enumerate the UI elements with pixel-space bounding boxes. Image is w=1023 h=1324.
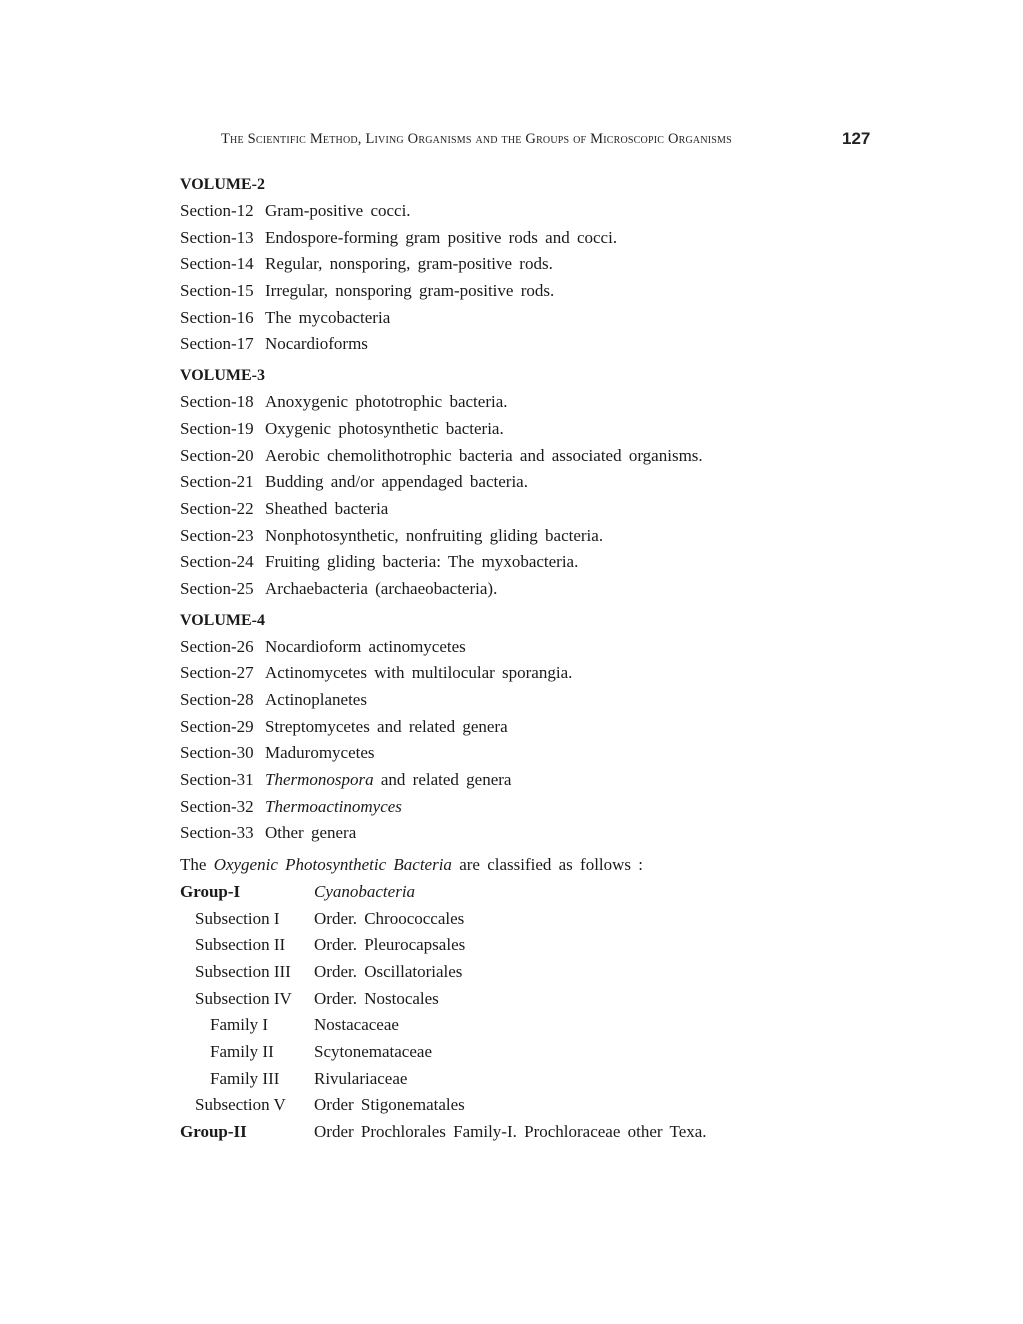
section-row xyxy=(180,389,960,416)
classification-intro xyxy=(180,852,960,879)
section-label: Section-16 xyxy=(180,307,254,327)
intro-after: are classified as follows : xyxy=(451,855,644,875)
family-label: Family I xyxy=(210,1015,269,1035)
section-row xyxy=(180,687,960,714)
classification-row xyxy=(180,1092,960,1119)
classification-row xyxy=(180,906,960,933)
classification-row xyxy=(180,1012,960,1039)
volume-heading: VOLUME-3 xyxy=(180,367,266,385)
section-description: Anoxygenic phototrophic bacteria. xyxy=(265,392,508,412)
order-value: Order. Nostocales xyxy=(314,988,439,1008)
section-description: Other genera xyxy=(265,823,357,843)
family-value: Rivulariaceae xyxy=(314,1068,408,1088)
section-label: Section-30 xyxy=(180,743,254,763)
classification-row xyxy=(180,932,960,959)
section-row xyxy=(180,496,960,523)
classification-row xyxy=(180,986,960,1013)
section-row xyxy=(180,331,960,358)
section-description: Actinoplanetes xyxy=(265,690,367,709)
classification-row xyxy=(180,959,960,986)
page-content xyxy=(180,172,960,1146)
section-description: Maduromycetes xyxy=(265,743,375,763)
section-label: Section-15 xyxy=(180,281,254,301)
section-label: Section-29 xyxy=(180,716,254,736)
section-description: Endospore-forming gram positive rods and cocci. xyxy=(265,227,618,247)
section-description: The mycobacteria xyxy=(265,307,391,327)
section-description: Gram-positive cocci. xyxy=(265,201,411,220)
group-label: Group-II xyxy=(180,1122,247,1141)
subsection-label: Subsection III xyxy=(195,961,291,981)
section-label: Section-21 xyxy=(180,472,254,492)
subsection-label: Subsection II xyxy=(195,935,286,955)
section-label: Section-25 xyxy=(180,578,254,598)
section-label: Section-20 xyxy=(180,445,254,465)
classification-row xyxy=(180,879,960,906)
section-row xyxy=(180,305,960,332)
section-row xyxy=(180,794,960,821)
section-row xyxy=(180,714,960,741)
section-label: Section-28 xyxy=(180,690,254,709)
order-value: Order. Chroococcales xyxy=(314,908,465,928)
section-label: Section-26 xyxy=(180,636,254,656)
section-label: Section-13 xyxy=(180,227,254,247)
section-label: Section-19 xyxy=(180,418,254,438)
section-row xyxy=(180,576,960,603)
order-value: Order. Oscillatoriales xyxy=(314,961,463,981)
intro-italic: Oxygenic Photosynthetic Bacteria xyxy=(213,855,452,875)
section-label: Section-32 xyxy=(180,796,254,816)
section-row xyxy=(180,443,960,470)
genus-name: Thermoactinomyces xyxy=(265,796,402,816)
section-row xyxy=(180,416,960,443)
section-row xyxy=(180,523,960,550)
section-row xyxy=(180,278,960,305)
group-value: Cyanobacteria xyxy=(314,881,416,901)
section-description-rest: and related genera xyxy=(373,770,512,790)
section-description xyxy=(265,794,402,821)
order-value: Order Stigonematales xyxy=(314,1095,465,1115)
section-row xyxy=(180,549,960,576)
section-description: Budding and/or appendaged bacteria. xyxy=(265,472,528,492)
section-row xyxy=(180,820,960,847)
section-label: Section-31 xyxy=(180,770,254,790)
family-label: Family II xyxy=(210,1041,274,1061)
section-description: Nocardioforms xyxy=(265,334,368,354)
section-label: Section-17 xyxy=(180,334,254,354)
genus-name: Thermonospora xyxy=(265,770,374,790)
section-description: Nocardioform actinomycetes xyxy=(265,636,466,656)
volume-heading: VOLUME-2 xyxy=(180,176,266,193)
page-number: 127 xyxy=(842,129,871,148)
section-description: Streptomycetes and related genera xyxy=(265,716,508,736)
section-label: Section-12 xyxy=(180,201,254,220)
order-value: Order. Pleurocapsales xyxy=(314,935,466,955)
section-description: Sheathed bacteria xyxy=(265,498,389,518)
section-description: Fruiting gliding bacteria: The myxobacteria. xyxy=(265,552,579,572)
classification-row xyxy=(180,1039,960,1066)
section-row xyxy=(180,767,960,794)
section-label: Section-24 xyxy=(180,552,254,572)
section-description: Regular, nonsporing, gram-positive rods. xyxy=(265,254,553,274)
subsection-label: Subsection V xyxy=(195,1095,286,1115)
section-row xyxy=(180,469,960,496)
section-description: Aerobic chemolithotrophic bacteria and associated organisms. xyxy=(265,445,703,465)
section-label: Section-18 xyxy=(180,392,254,412)
classification-row xyxy=(180,1119,960,1146)
section-label: Section-27 xyxy=(180,663,254,683)
classification-row xyxy=(180,1066,960,1093)
section-description: Archaebacteria (archaeobacteria). xyxy=(265,578,498,598)
section-label: Section-33 xyxy=(180,823,254,843)
volume-heading: VOLUME-4 xyxy=(180,611,266,629)
subsection-label: Subsection I xyxy=(195,908,280,928)
section-row xyxy=(180,251,960,278)
subsection-label: Subsection IV xyxy=(195,988,292,1008)
section-row xyxy=(180,740,960,767)
intro-before: The xyxy=(180,855,214,875)
section-label: Section-23 xyxy=(180,525,254,545)
section-description: Actinomycetes with multilocular sporangia. xyxy=(265,663,573,683)
section-description: Oxygenic photosynthetic bacteria. xyxy=(265,418,504,438)
running-head: The Scientific Method, Living Organisms and the Groups of Microscopic Organisms xyxy=(221,131,732,147)
section-row xyxy=(180,225,960,252)
section-row xyxy=(180,634,960,661)
group-value: Order Prochlorales Family-I. Prochloraceae other Texa. xyxy=(314,1122,707,1141)
section-row xyxy=(180,660,960,687)
family-label: Family III xyxy=(210,1068,280,1088)
section-row xyxy=(180,198,960,225)
group-label: Group-I xyxy=(180,881,241,901)
section-description xyxy=(265,767,511,794)
section-label: Section-14 xyxy=(180,254,254,274)
family-value: Nostacaceae xyxy=(314,1015,399,1035)
section-description: Nonphotosynthetic, nonfruiting gliding bacteria. xyxy=(265,525,604,545)
section-label: Section-22 xyxy=(180,498,254,518)
family-value: Scytonemataceae xyxy=(314,1041,432,1061)
section-description: Irregular, nonsporing gram-positive rods. xyxy=(265,281,555,301)
